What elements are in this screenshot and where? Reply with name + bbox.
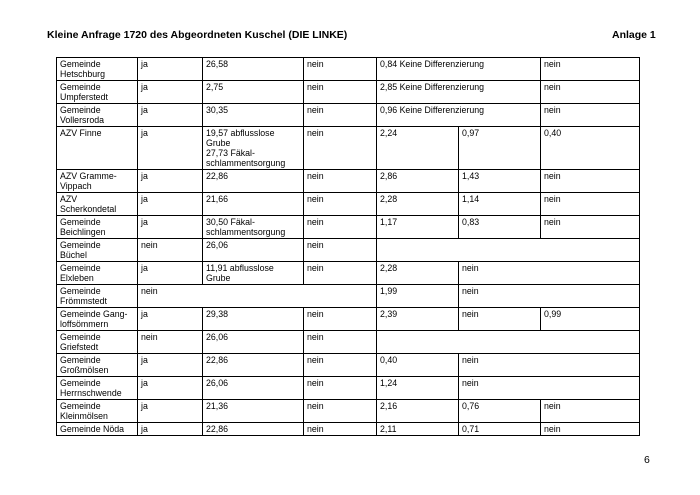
table-row <box>57 58 640 81</box>
table-cell: 0,97 <box>459 127 541 170</box>
table-cell: nein <box>304 354 377 377</box>
table-cell: ja <box>138 354 203 377</box>
table-cell: nein <box>541 81 640 104</box>
table-cell: 26,06 <box>203 239 304 262</box>
table-cell: nein <box>541 216 640 239</box>
table-cell: nein <box>304 308 377 331</box>
table-cell-name: Gemeinde Kleinmölsen <box>57 400 138 423</box>
table-cell: 1,43 <box>459 170 541 193</box>
table-cell: nein <box>304 262 377 285</box>
table-cell: ja <box>138 400 203 423</box>
table-cell: ja <box>138 308 203 331</box>
table-cell: ja <box>138 423 203 436</box>
table-cell: 2,16 <box>377 400 459 423</box>
table-cell: 29,38 <box>203 308 304 331</box>
table-cell: 22,86 <box>203 170 304 193</box>
table-cell: ja <box>138 262 203 285</box>
table-row <box>57 239 640 262</box>
table-cell: nein <box>304 331 377 354</box>
table-cell: nein <box>304 104 377 127</box>
table-cell: nein <box>541 193 640 216</box>
table-cell: ja <box>138 58 203 81</box>
table-cell: nein <box>304 58 377 81</box>
table-cell: nein <box>459 262 640 285</box>
table-cell-name: AZV Scherkondetal <box>57 193 138 216</box>
table-cell: 1,99 <box>377 285 459 308</box>
table-cell: 2,75 <box>203 81 304 104</box>
table-cell: ja <box>138 127 203 170</box>
table-cell: nein <box>138 239 203 262</box>
table-row <box>57 170 640 193</box>
table-cell-name: Gemeinde Beichlingen <box>57 216 138 239</box>
table-cell-name: Gemeinde Nöda <box>57 423 138 436</box>
table-cell: 1,24 <box>377 377 459 400</box>
data-table <box>56 57 640 436</box>
table-cell: 11,91 abflusslose Grube <box>203 262 304 285</box>
table-cell: 26,06 <box>203 331 304 354</box>
table-cell: nein <box>541 423 640 436</box>
table-cell: nein <box>459 354 640 377</box>
table-row <box>57 377 640 400</box>
table-cell: nein <box>304 81 377 104</box>
table-cell-name: Gemeinde Büchel <box>57 239 138 262</box>
table-row <box>57 285 640 308</box>
table-cell: ja <box>138 216 203 239</box>
table-row <box>57 423 640 436</box>
table-row <box>57 262 640 285</box>
table-cell: nein <box>459 285 640 308</box>
table-cell: 2,24 <box>377 127 459 170</box>
document-title: Kleine Anfrage 1720 des Abgeordneten Kuschel (DIE LINKE) <box>47 29 348 41</box>
table-cell: nein <box>459 308 541 331</box>
table-cell: 2,85 Keine Differenzierung <box>377 81 541 104</box>
table-cell: 21,66 <box>203 193 304 216</box>
table-cell: nein <box>459 377 640 400</box>
table-cell: 2,86 <box>377 170 459 193</box>
table-cell-name: Gemeinde Großmölsen <box>57 354 138 377</box>
attachment-label: Anlage 1 <box>612 29 656 41</box>
table-cell: nein <box>304 377 377 400</box>
table-cell: ja <box>138 193 203 216</box>
table-cell: nein <box>304 400 377 423</box>
table-cell: nein <box>304 127 377 170</box>
table-cell-name: Gemeinde Umpferstedt <box>57 81 138 104</box>
table-cell-name: Gemeinde Herrnschwende <box>57 377 138 400</box>
table-cell: 1,17 <box>377 216 459 239</box>
table-row <box>57 216 640 239</box>
table-cell: 30,35 <box>203 104 304 127</box>
table-cell: nein <box>304 193 377 216</box>
table-cell: nein <box>138 285 377 308</box>
table-cell: ja <box>138 104 203 127</box>
table-row <box>57 104 640 127</box>
table-row <box>57 400 640 423</box>
table-cell: 0,96 Keine Differenzierung <box>377 104 541 127</box>
table-row <box>57 127 640 170</box>
table-cell-name: Gemeinde Hetschburg <box>57 58 138 81</box>
table-cell <box>377 331 640 354</box>
table-cell: 26,58 <box>203 58 304 81</box>
table-cell-name: Gemeinde Vollersroda <box>57 104 138 127</box>
table-cell: nein <box>304 423 377 436</box>
table-row <box>57 81 640 104</box>
table-row <box>57 193 640 216</box>
table-cell: 22,86 <box>203 423 304 436</box>
table-cell: nein <box>541 58 640 81</box>
table-cell: nein <box>138 331 203 354</box>
table-cell: nein <box>541 104 640 127</box>
table-cell: 0,76 <box>459 400 541 423</box>
table-cell: nein <box>304 239 377 262</box>
table-cell-name: Gemeinde Frömmstedt <box>57 285 138 308</box>
table-cell: 0,83 <box>459 216 541 239</box>
table-cell: nein <box>304 170 377 193</box>
table-cell: 0,71 <box>459 423 541 436</box>
table-row <box>57 331 640 354</box>
table-cell: nein <box>541 170 640 193</box>
table-cell: 0,84 Keine Differenzierung <box>377 58 541 81</box>
table-cell: 0,99 <box>541 308 640 331</box>
table-cell: 21,36 <box>203 400 304 423</box>
table-cell: 2,28 <box>377 262 459 285</box>
table-cell: 22,86 <box>203 354 304 377</box>
table-cell-name: Gemeinde Elxleben <box>57 262 138 285</box>
table-cell: 0,40 <box>377 354 459 377</box>
table-cell: 1,14 <box>459 193 541 216</box>
table-cell: 26,06 <box>203 377 304 400</box>
table-cell: ja <box>138 170 203 193</box>
table-cell: nein <box>304 216 377 239</box>
table-cell: 19,57 abflusslose Grube 27,73 Fäkal- schlammentsorgung <box>203 127 304 170</box>
table-cell-name: Gemeinde Gang- loffsömmern <box>57 308 138 331</box>
table-cell <box>377 239 640 262</box>
table-cell-name: AZV Finne <box>57 127 138 170</box>
table-cell: 2,28 <box>377 193 459 216</box>
table-cell: 0,40 <box>541 127 640 170</box>
table-cell: nein <box>541 400 640 423</box>
page-number: 6 <box>644 454 650 466</box>
table-cell-name: Gemeinde Griefstedt <box>57 331 138 354</box>
table-cell-name: AZV Gramme- Vippach <box>57 170 138 193</box>
table-cell: 30,50 Fäkal- schlammentsorgung <box>203 216 304 239</box>
table-row <box>57 308 640 331</box>
table-row <box>57 354 640 377</box>
table-cell: 2,11 <box>377 423 459 436</box>
table-cell: 2,39 <box>377 308 459 331</box>
table-cell: ja <box>138 81 203 104</box>
table-cell: ja <box>138 377 203 400</box>
